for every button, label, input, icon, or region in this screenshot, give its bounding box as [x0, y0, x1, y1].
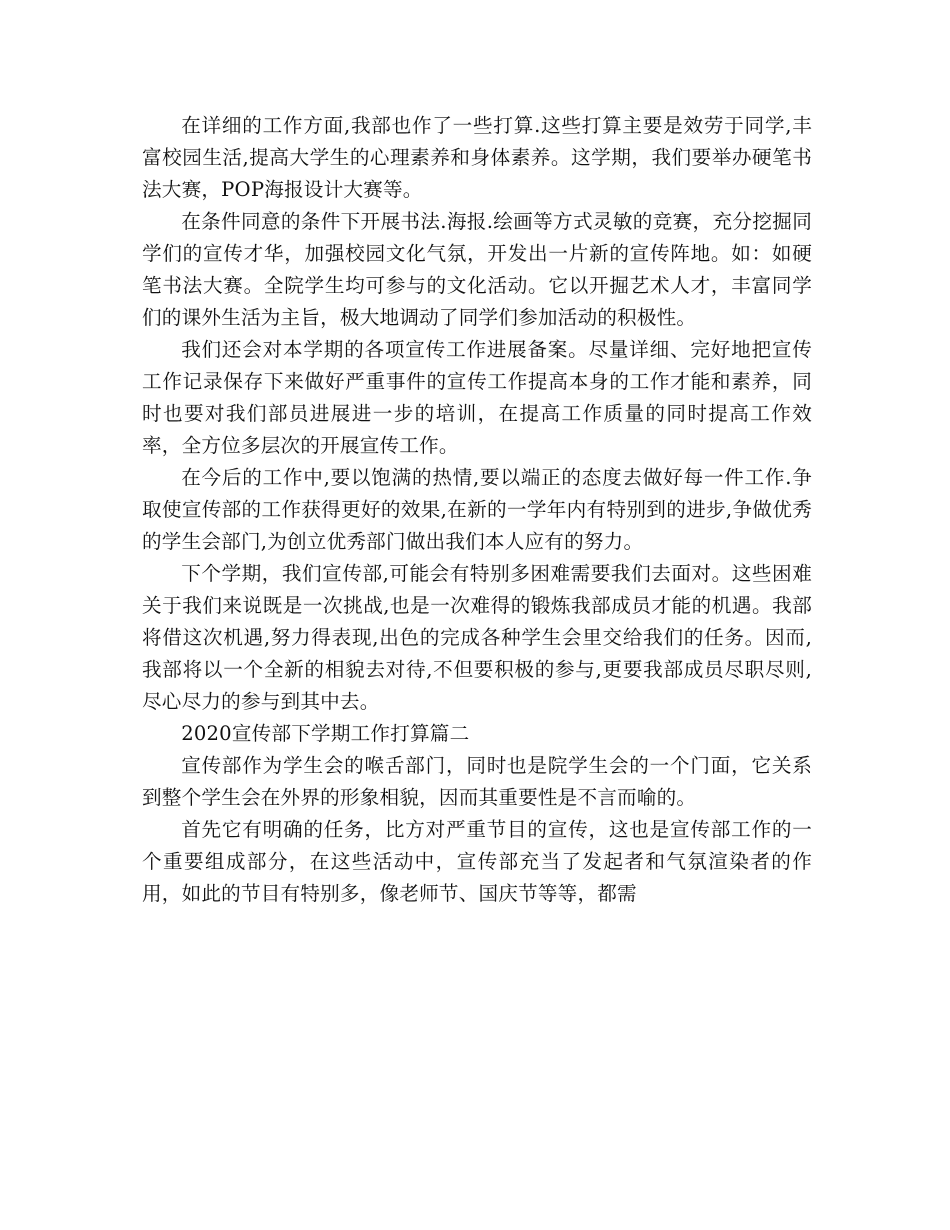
- paragraph-future-work: 在今后的工作中,要以饱满的热情,要以端正的态度去做好每一件工作.争取使宣传部的工作获得更好的效果,在新的一学年内有特别到的进步,争做优秀的学生会部门,为创立优秀部门做出我们本人应有的努力。: [142, 466, 812, 553]
- paragraph-tasks: 首先它有明确的任务，比方对严重节目的宣传，这也是宣传部工作的一个重要组成部分，在这些活动中，宣传部充当了发起者和气氛渲染者的作用，如此的节目有特别多，像老师节、国庆节等等，都需: [142, 818, 812, 905]
- section-heading: 2020宣传部下学期工作打算篇二: [181, 722, 470, 745]
- paragraph-department-role: 宣传部作为学生会的喉舌部门，同时也是院学生会的一个门面，它关系到整个学生会在外界的形象相貌，因而其重要性是不言而喻的。: [142, 754, 812, 809]
- paragraph-competitions: 在条件同意的条件下开展书法.海报.绘画等方式灵敏的竞赛，充分挖掘同学们的宣传才华，加强校园文化气氛，开发出一片新的宣传阵地。如：如硬笔书法大赛。全院学生均可参与的文化活动。它以开掘艺术人才，丰富同学们的课外生活为主旨，极大地调动了同学们参加活动的积极性。: [142, 210, 812, 329]
- paragraph-next-semester: 下个学期，我们宣传部,可能会有特别多困难需要我们去面对。这些困难关于我们来说既是一次挑战,也是一次难得的锻炼我部成员才能的机遇。我部将借这次机遇,努力得表现,出色的完成各种学生会里交给我们的任务。因而,我部将以一个全新的相貌去对待,不但要积极的参与,更要我部成员尽职尽则,尽心尽力的参与到其中去。: [142, 562, 812, 713]
- paragraph-detailed-plans: 在详细的工作方面,我部也作了一些打算.这些打算主要是效劳于同学,丰富校园生活,提高大学生的心理素养和身体素养。这学期，我们要举办硬笔书法大赛，POP海报设计大赛等。: [142, 114, 812, 201]
- document-page: [142, 110, 812, 910]
- paragraph-records: 我们还会对本学期的各项宣传工作进展备案。尽量详细、完好地把宣传工作记录保存下来做好严重事件的宣传工作提高本身的工作才能和素养，同时也要对我们部员进展进一步的培训，在提高工作质量的同时提高工作效率，全方位多层次的开展宣传工作。: [142, 338, 812, 457]
